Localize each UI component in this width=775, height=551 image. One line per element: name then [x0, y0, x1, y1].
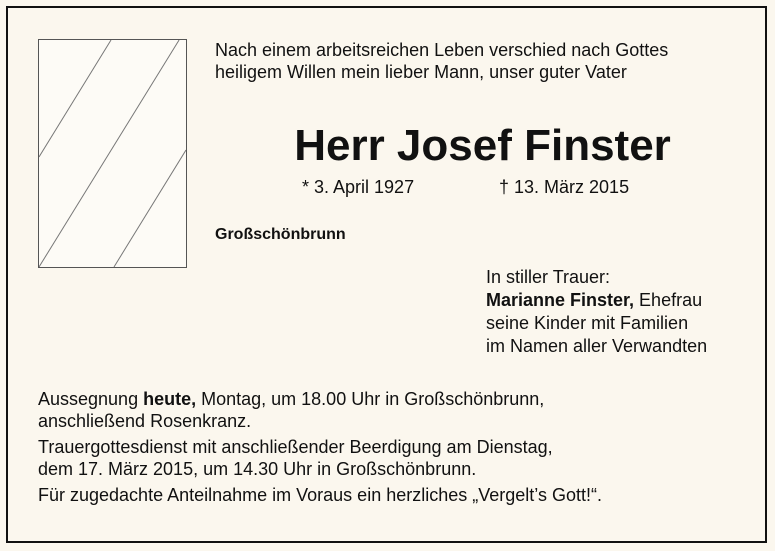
wife-name: Marianne Finster,: [486, 290, 635, 310]
blessing-pre: Aussegnung: [38, 389, 144, 409]
funeral-line-1: Trauergottesdienst mit anschließender Beerdigung am Dienstag,: [38, 437, 553, 457]
thanks-line: Für zugedachte Anteilnahme im Voraus ein herzliches „Vergelt’s Gott!“.: [38, 485, 602, 505]
place-name: Großschönbrunn: [215, 226, 346, 243]
blessing-line-1: [38, 388, 758, 410]
death-date: † 13. März 2015: [499, 177, 630, 197]
photo-placeholder: [38, 39, 187, 268]
mourners-heading: In stiller Trauer:: [486, 267, 611, 287]
intro-text: [215, 39, 755, 83]
funeral-line-2: dem 17. März 2015, um 14.30 Uhr in Großschönbrunn.: [38, 459, 477, 479]
intro-line-1: Nach einem arbeitsreichen Leben verschied nach Gottes: [215, 40, 669, 60]
mourners-children: seine Kinder mit Familien: [486, 313, 689, 333]
wife-role: Ehefrau: [634, 290, 703, 310]
deceased-name: Herr Josef Finster: [294, 121, 671, 170]
intro-line-2: heiligem Willen mein lieber Mann, unser guter Vater: [215, 62, 627, 82]
blessing-line-2: anschließend Rosenkranz.: [38, 411, 252, 431]
thanks-paragraph: [38, 484, 758, 506]
placeholder-hatch-icon: [39, 40, 186, 267]
blessing-paragraph: [38, 388, 758, 432]
birth-date: * 3. April 1927: [302, 177, 415, 197]
mourners-block: [486, 266, 756, 358]
mourners-relatives: im Namen aller Verwandten: [486, 336, 708, 356]
service-info: [38, 388, 758, 510]
blessing-today: heute,: [143, 389, 197, 409]
mourners-wife-line: [486, 289, 756, 312]
blessing-post: Montag, um 18.00 Uhr in Großschönbrunn,: [196, 389, 545, 409]
funeral-paragraph: [38, 436, 758, 480]
